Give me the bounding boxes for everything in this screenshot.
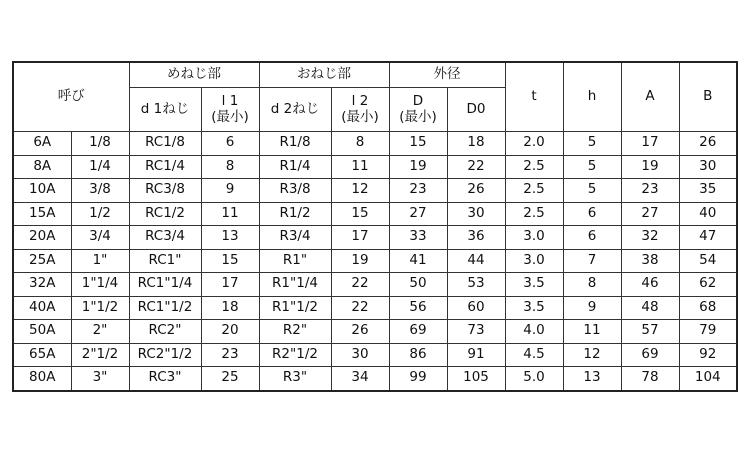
table-cell: 60 xyxy=(447,296,505,320)
table-cell: 1" xyxy=(71,249,129,273)
header-l1 xyxy=(201,88,259,132)
table-cell: 69 xyxy=(389,320,447,344)
spec-table-body xyxy=(13,132,737,391)
table-cell: 53 xyxy=(447,273,505,297)
table-cell: 1/8 xyxy=(71,132,129,156)
table-cell: 2.5 xyxy=(505,202,563,226)
table-cell: 50 xyxy=(389,273,447,297)
table-cell: R1" xyxy=(259,249,331,273)
header-l1-label: l 1 xyxy=(221,92,239,109)
table-cell: 27 xyxy=(389,202,447,226)
table-cell: 13 xyxy=(201,226,259,250)
table-cell: R1/2 xyxy=(259,202,331,226)
table-cell: 12 xyxy=(563,343,621,367)
table-cell: 3.0 xyxy=(505,249,563,273)
header-l2-label: l 2 xyxy=(351,92,369,109)
table-cell: 12 xyxy=(331,179,389,203)
table-cell: R3" xyxy=(259,367,331,391)
table-cell: 38 xyxy=(621,249,679,273)
table-cell: 99 xyxy=(389,367,447,391)
table-cell: 68 xyxy=(679,296,737,320)
header-l1-min: (最小) xyxy=(211,108,249,125)
header-a: A xyxy=(621,62,679,132)
table-cell: 23 xyxy=(389,179,447,203)
table-cell: 4.5 xyxy=(505,343,563,367)
table-cell: 8 xyxy=(563,273,621,297)
table-cell: 3/4 xyxy=(71,226,129,250)
header-l2-min: (最小) xyxy=(341,108,379,125)
table-row xyxy=(13,273,737,297)
table-cell: 78 xyxy=(621,367,679,391)
table-cell: 1"1/4 xyxy=(71,273,129,297)
table-cell: 30 xyxy=(679,155,737,179)
header-yobi: 呼び xyxy=(13,62,129,132)
table-cell: 2.5 xyxy=(505,155,563,179)
table-cell: 57 xyxy=(621,320,679,344)
table-cell: 5 xyxy=(563,132,621,156)
table-cell: 7 xyxy=(563,249,621,273)
table-row xyxy=(13,179,737,203)
table-cell: R3/8 xyxy=(259,179,331,203)
table-cell: 5 xyxy=(563,179,621,203)
table-cell: 40 xyxy=(679,202,737,226)
table-cell: 2.5 xyxy=(505,179,563,203)
table-cell: 44 xyxy=(447,249,505,273)
table-cell: 25 xyxy=(201,367,259,391)
table-row xyxy=(13,249,737,273)
table-cell: RC1" xyxy=(129,249,201,273)
header-h: h xyxy=(563,62,621,132)
table-cell: 6 xyxy=(563,226,621,250)
header-b: B xyxy=(679,62,737,132)
header-D xyxy=(389,88,447,132)
table-cell: R2"1/2 xyxy=(259,343,331,367)
table-cell: 35 xyxy=(679,179,737,203)
table-cell: 2" xyxy=(71,320,129,344)
table-cell: 18 xyxy=(447,132,505,156)
table-cell: R2" xyxy=(259,320,331,344)
table-cell: 3" xyxy=(71,367,129,391)
spec-table xyxy=(12,61,738,392)
table-cell: 69 xyxy=(621,343,679,367)
table-cell: RC3" xyxy=(129,367,201,391)
table-cell: R1/8 xyxy=(259,132,331,156)
table-cell: 104 xyxy=(679,367,737,391)
table-cell: 15 xyxy=(331,202,389,226)
table-cell: 9 xyxy=(563,296,621,320)
table-cell: 19 xyxy=(389,155,447,179)
table-cell: 1"1/2 xyxy=(71,296,129,320)
table-cell: 6 xyxy=(563,202,621,226)
table-cell: 80A xyxy=(13,367,71,391)
table-cell: 3.5 xyxy=(505,296,563,320)
table-cell: 41 xyxy=(389,249,447,273)
table-cell: 1/2 xyxy=(71,202,129,226)
table-cell: 91 xyxy=(447,343,505,367)
table-cell: 23 xyxy=(621,179,679,203)
table-cell: RC2"1/2 xyxy=(129,343,201,367)
table-row xyxy=(13,226,737,250)
table-cell: 15A xyxy=(13,202,71,226)
table-cell: 26 xyxy=(679,132,737,156)
table-cell: 48 xyxy=(621,296,679,320)
table-cell: 8A xyxy=(13,155,71,179)
table-cell: 65A xyxy=(13,343,71,367)
table-cell: RC3/4 xyxy=(129,226,201,250)
table-cell: 30 xyxy=(331,343,389,367)
table-cell: 6A xyxy=(13,132,71,156)
table-row xyxy=(13,320,737,344)
table-cell: 8 xyxy=(201,155,259,179)
table-cell: 17 xyxy=(621,132,679,156)
table-cell: 20 xyxy=(201,320,259,344)
table-cell: RC1"1/4 xyxy=(129,273,201,297)
header-D0: D0 xyxy=(447,88,505,132)
table-cell: RC3/8 xyxy=(129,179,201,203)
table-cell: 6 xyxy=(201,132,259,156)
table-cell: R1"1/2 xyxy=(259,296,331,320)
table-cell: 26 xyxy=(447,179,505,203)
table-cell: 2"1/2 xyxy=(71,343,129,367)
header-male-thread: おねじ部 xyxy=(259,62,389,88)
header-outer-diameter: 外径 xyxy=(389,62,505,88)
header-t: t xyxy=(505,62,563,132)
table-cell: 50A xyxy=(13,320,71,344)
table-cell: R1/4 xyxy=(259,155,331,179)
table-cell: RC1/4 xyxy=(129,155,201,179)
table-cell: 54 xyxy=(679,249,737,273)
table-cell: 26 xyxy=(331,320,389,344)
table-cell: RC1/8 xyxy=(129,132,201,156)
table-cell: 56 xyxy=(389,296,447,320)
table-cell: 32 xyxy=(621,226,679,250)
table-cell: 25A xyxy=(13,249,71,273)
table-cell: RC1"1/2 xyxy=(129,296,201,320)
table-cell: 8 xyxy=(331,132,389,156)
table-cell: 9 xyxy=(201,179,259,203)
table-cell: 86 xyxy=(389,343,447,367)
table-row xyxy=(13,367,737,391)
table-cell: 3/8 xyxy=(71,179,129,203)
table-cell: 27 xyxy=(621,202,679,226)
header-female-thread: めねじ部 xyxy=(129,62,259,88)
table-cell: 3.5 xyxy=(505,273,563,297)
table-cell: 17 xyxy=(331,226,389,250)
table-cell: 30 xyxy=(447,202,505,226)
table-row xyxy=(13,296,737,320)
table-row xyxy=(13,132,737,156)
table-cell: 4.0 xyxy=(505,320,563,344)
table-cell: 5.0 xyxy=(505,367,563,391)
table-cell: 17 xyxy=(201,273,259,297)
table-cell: 105 xyxy=(447,367,505,391)
table-cell: 11 xyxy=(201,202,259,226)
table-cell: 2.0 xyxy=(505,132,563,156)
table-cell: 47 xyxy=(679,226,737,250)
table-cell: 62 xyxy=(679,273,737,297)
table-cell: 20A xyxy=(13,226,71,250)
table-cell: 15 xyxy=(201,249,259,273)
header-D-min: (最小) xyxy=(399,108,437,125)
table-cell: 22 xyxy=(331,273,389,297)
table-cell: 22 xyxy=(331,296,389,320)
table-cell: 5 xyxy=(563,155,621,179)
header-D-label: D xyxy=(412,92,424,109)
table-cell: 3.0 xyxy=(505,226,563,250)
table-cell: 46 xyxy=(621,273,679,297)
table-cell: R1"1/4 xyxy=(259,273,331,297)
table-cell: 33 xyxy=(389,226,447,250)
table-row xyxy=(13,155,737,179)
header-d1: d 1ねじ xyxy=(129,88,201,132)
table-cell: 15 xyxy=(389,132,447,156)
table-cell: RC1/2 xyxy=(129,202,201,226)
table-cell: RC2" xyxy=(129,320,201,344)
table-cell: 19 xyxy=(331,249,389,273)
header-l2 xyxy=(331,88,389,132)
table-cell: 10A xyxy=(13,179,71,203)
table-cell: 40A xyxy=(13,296,71,320)
table-cell: 19 xyxy=(621,155,679,179)
table-cell: 22 xyxy=(447,155,505,179)
table-cell: 11 xyxy=(563,320,621,344)
table-cell: 32A xyxy=(13,273,71,297)
table-cell: 1/4 xyxy=(71,155,129,179)
table-cell: R3/4 xyxy=(259,226,331,250)
table-cell: 13 xyxy=(563,367,621,391)
table-cell: 79 xyxy=(679,320,737,344)
table-cell: 36 xyxy=(447,226,505,250)
table-cell: 18 xyxy=(201,296,259,320)
table-cell: 11 xyxy=(331,155,389,179)
table-row xyxy=(13,202,737,226)
table-cell: 73 xyxy=(447,320,505,344)
table-row xyxy=(13,343,737,367)
header-d2: d 2ねじ xyxy=(259,88,331,132)
table-cell: 34 xyxy=(331,367,389,391)
table-cell: 92 xyxy=(679,343,737,367)
table-cell: 23 xyxy=(201,343,259,367)
